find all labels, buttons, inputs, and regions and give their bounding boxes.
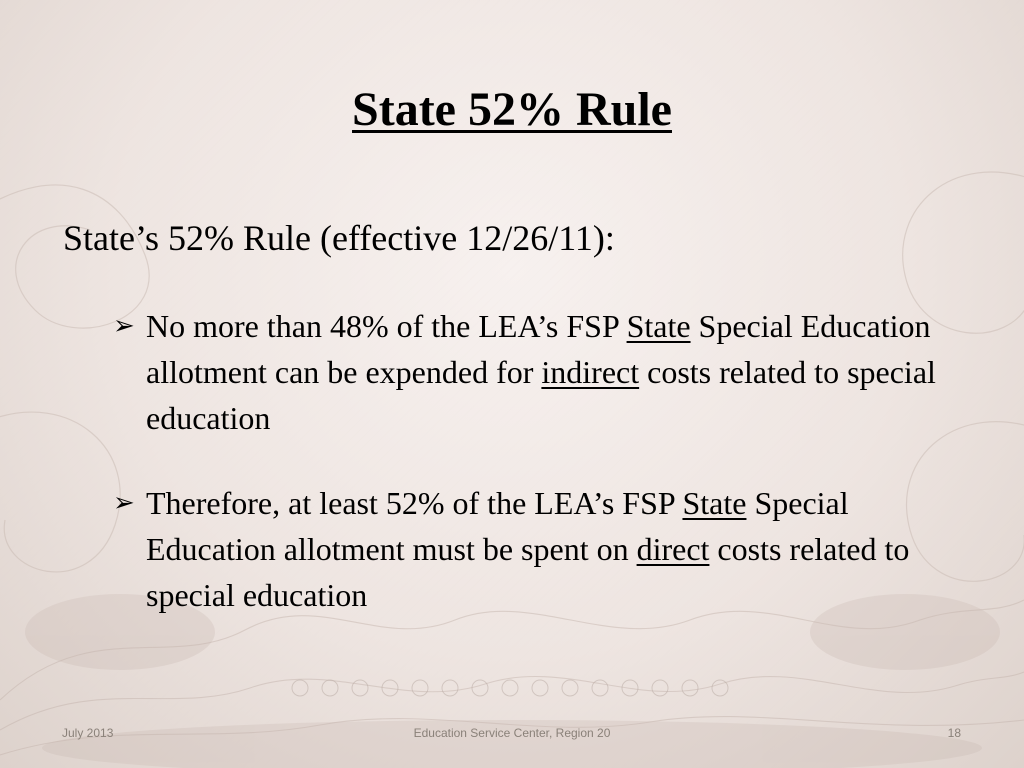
emphasis-state: State bbox=[626, 308, 691, 344]
slide-number: 18 bbox=[947, 726, 961, 740]
emphasis-direct: direct bbox=[636, 531, 710, 567]
bullet-text-part: Therefore, at least 52% of the LEA’s FSP bbox=[146, 485, 683, 521]
bullet-text-part: costs related to special education bbox=[146, 531, 910, 613]
bullet-text bbox=[146, 303, 963, 441]
bullet-text-part: No more than 48% of the LEA’s FSP bbox=[146, 308, 627, 344]
slide-title-text: State 52% Rule bbox=[352, 83, 672, 136]
emphasis-indirect: indirect bbox=[541, 354, 640, 390]
arrow-bullet-icon: ➢ bbox=[113, 311, 135, 341]
arrow-bullet-icon: ➢ bbox=[113, 488, 135, 518]
bullet-text-part: Special Education allotment must be spent on bbox=[146, 485, 849, 567]
slide-title bbox=[0, 84, 1024, 137]
bullet-item-indirect-costs bbox=[113, 303, 963, 441]
bullet-item-direct-costs bbox=[113, 480, 963, 618]
emphasis-state: State bbox=[682, 485, 747, 521]
bullet-text-part: costs related to special education bbox=[146, 354, 936, 436]
footer-date: July 2013 bbox=[62, 726, 114, 740]
bullet-text bbox=[146, 480, 963, 618]
bullet-text-part: Special Education allotment can be expended for bbox=[146, 308, 931, 390]
lead-statement: State’s 52% Rule (effective 12/26/11): bbox=[63, 218, 615, 258]
footer-organization: Education Service Center, Region 20 bbox=[413, 726, 611, 740]
